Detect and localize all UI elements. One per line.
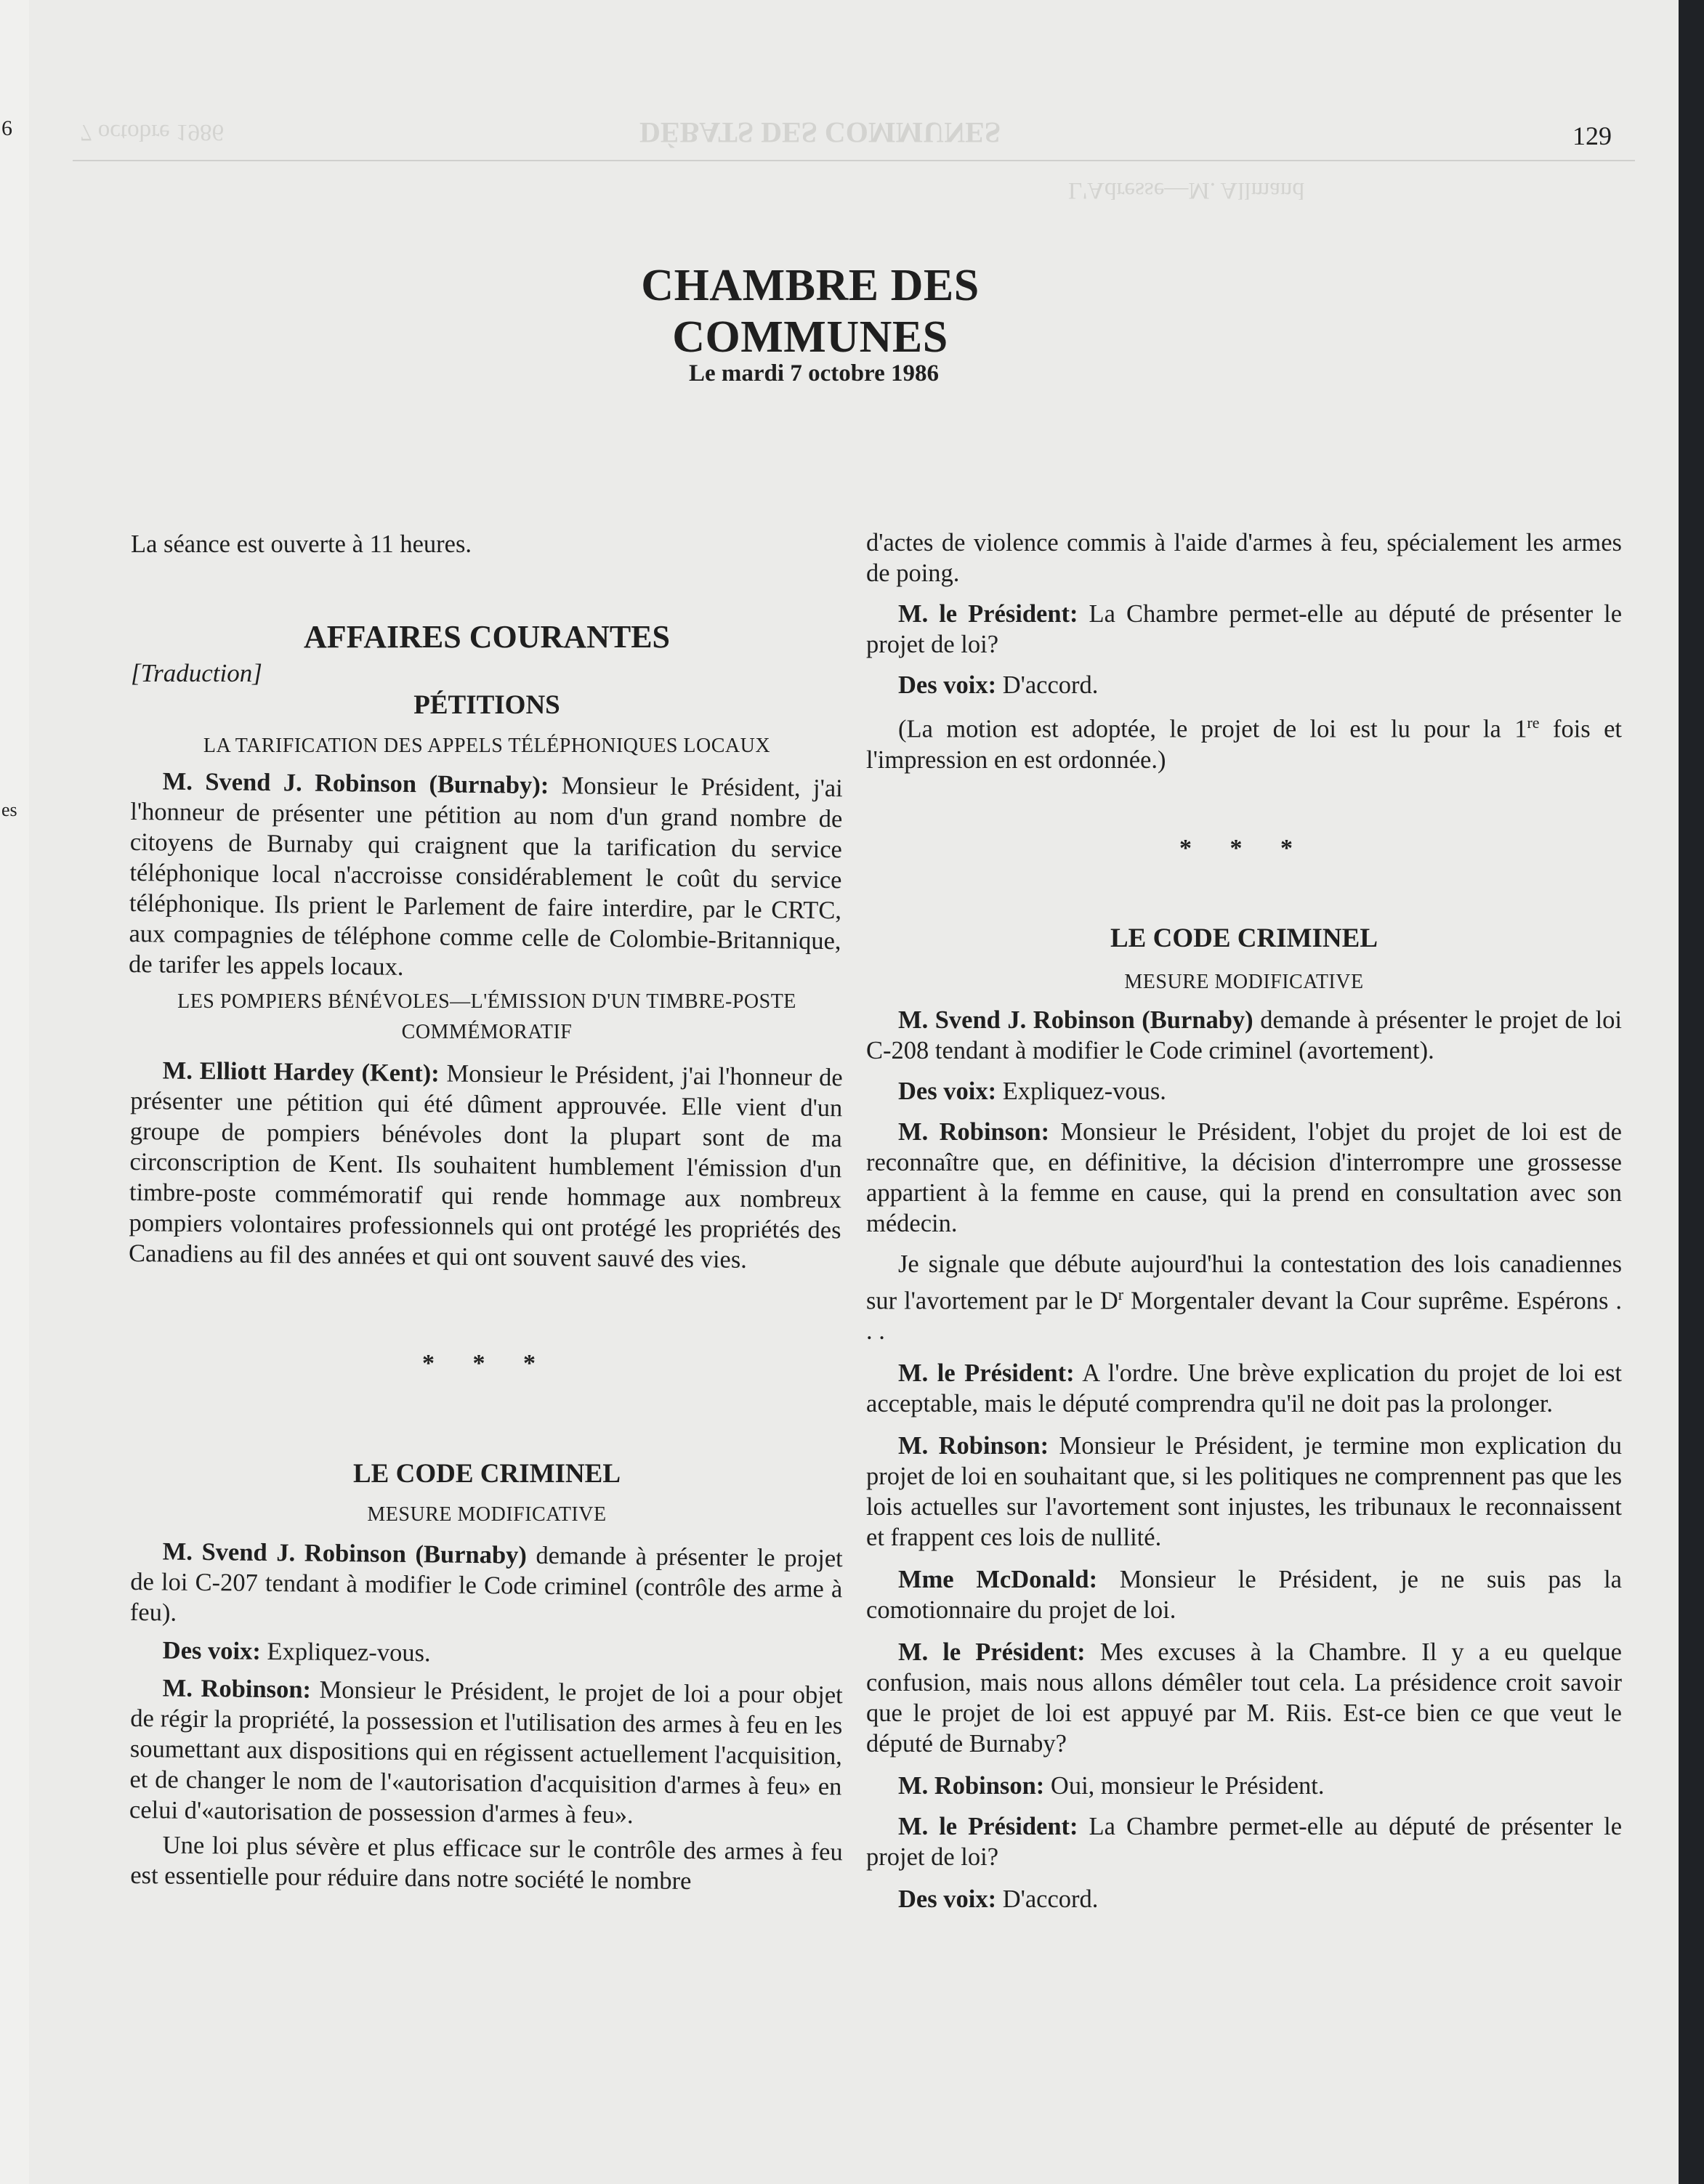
session-date: Le mardi 7 octobre 1986 [689,360,940,387]
paragraph-petition-telephone [129,766,843,987]
paragraph-mcdonald [866,1564,1622,1625]
paragraph-text: (La motion est adoptée, le projet de loi est lu pour la 1 [898,715,1527,743]
speaker-name: M. le Président: [898,1813,1078,1840]
section-heading: AFFAIRES COURANTES [303,619,671,655]
mesure-heading: MESURE MODIFICATIVE [367,1503,607,1526]
speaker-name: M. Svend J. Robinson (Burnaby) [162,1537,528,1569]
speaker-name: Mme McDonald: [898,1566,1098,1593]
bleed-through-running-head: DÉBATS DES COMMUNES [639,116,1001,149]
paragraph-text: Monsieur le Président, l'objet du projet de loi est de reconnaître que, en définitive, la décision d'interrompre une grossesse appartient à la femme en cause, qui la prend en consultation avec son médecin. [866,1117,1622,1237]
paragraph-text: Expliquez-vous. [260,1637,431,1667]
section-separator: * * * [422,1350,552,1377]
paragraph-des-voix-accord-2 [866,1884,1622,1914]
page-number: 129 [1572,121,1612,150]
speaker-name: M. Robinson: [898,1117,1050,1146]
paragraph-text: Monsieur le Président, j'ai l'honneur de présenter une pétition au nom d'un grand nombre de citoyens de Burnaby qui craignent que la tarification du service téléphonique local n'accroisse considérablement le coût du service téléphonique. Ils prient le Parlement de faire interdire, par le CRTC, aux compagnies de téléphone comme celle de Colombie-Britannique, de tarifer les appels locaux. [128,772,843,981]
left-column [128,529,843,1896]
paragraph-morgentaler [866,1249,1622,1347]
superscript: r [1118,1285,1124,1303]
paragraph-text: A l'ordre. Une brève explication du projet de loi est acceptable, mais le député comprendra qu'il ne doit pas la prolonger. [866,1359,1622,1417]
paragraph-text: La Chambre permet-elle au député de présenter le projet de loi? [866,1813,1623,1871]
speaker-name: M. le Président: [898,1359,1075,1387]
speaker-name: M. Svend J. Robinson (Burnaby) [898,1006,1253,1034]
paragraph-robinson-termine [866,1431,1622,1553]
speaker-name: M. le Président: [898,600,1078,628]
paragraph-bill-c207 [130,1536,843,1635]
speaker-name: M. Svend J. Robinson (Burnaby): [162,767,549,800]
speaker-name: Des voix: [162,1636,262,1665]
paragraph-text: Monsieur le Président, je termine mon explication du projet de loi en souhaitant que, si les politiques ne comprennent pas que les lois actuelles sur l'avortement sont injustes, les tribunaux le reconnaissent et frappent ces lois de nullité. [866,1432,1622,1551]
margin-fragment: es [1,799,17,820]
paragraph-text: Expliquez-vous. [996,1077,1166,1105]
paragraph-president-permission [866,599,1622,660]
paragraph-president-permission-2 [866,1811,1622,1872]
paragraph-text: La Chambre permet-elle au député de présenter le projet de loi? [866,600,1623,658]
traduction-note: [Traduction] [131,659,262,687]
margin-page-number: 6 [1,116,12,140]
paragraph-text: D'accord. [996,1885,1099,1913]
paragraph-text: demande à présenter le projet de loi C-207 tendant à modifier le Code criminel (contrôle des arme à feu). [129,1541,843,1627]
mesure-heading: MESURE MODIFICATIVE [1124,970,1364,993]
opening-line: La séance est ouverte à 11 heures. [131,530,472,558]
speaker-name: M. Robinson: [898,1772,1045,1800]
paragraph-text: Oui, monsieur le Président. [1044,1772,1325,1800]
code-criminel-heading: LE CODE CRIMINEL [353,1459,621,1489]
paragraph-text: Monsieur le Président, j'ai l'honneur de présenter une pétition qui été dûment approuvée. Elle vient d'un groupe de pompiers bénévoles dont la plupart sont de ma circonscription de Kent. Ils souhaitent humblement l'émission d'un timbre-poste commémoratif qui rende hommage aux nombreux pompiers volontaires professionnels qui ont protégé les propriétés des Canadiens au fil des années et qui ont souvent sauvé des vies. [128,1059,843,1274]
paragraph-loi-severe: Une loi plus sévère et plus efficace sur le contrôle des armes à feu est essentielle pour réduire dans notre société le nombre [130,1831,843,1896]
speaker-name: M. Robinson: [898,1432,1049,1460]
paragraph-text: Monsieur le Président, je ne suis pas la comotionnaire du projet de loi. [866,1566,1622,1624]
paragraph-text: demande à présenter le projet de loi C-208 tendant à modifier le Code criminel (avortement). [866,1006,1622,1064]
paragraph-des-voix [131,1635,843,1673]
page-title: CHAMBRE DES COMMUNES [641,261,980,362]
petitions-heading: PÉTITIONS [413,690,560,720]
paragraph-des-voix [866,1076,1622,1107]
paragraph-continuation: d'actes de violence commis à l'aide d'armes à feu, spécialement les armes de poing. [866,529,1622,587]
speaker-name: M. Elliott Hardey (Kent): [162,1056,440,1088]
paragraph-petition-pompiers [129,1055,843,1276]
bleed-through-date: 7 octobre 1986 [80,119,224,145]
paragraph-president-ordre [866,1358,1622,1419]
speaker-name: Des voix: [898,1077,997,1105]
code-criminel-heading: LE CODE CRIMINEL [1110,923,1378,953]
paragraph-text: Morgentaler devant la Cour suprême. Espérons . . . [866,1287,1622,1345]
section-separator: * * * [1179,834,1309,862]
left-page-edge [0,0,31,2184]
right-column [866,527,1622,1914]
paragraph-text: Monsieur le Président, le projet de loi a pour objet de régir la propriété, la possession et l'utilisation des armes à feu en les soumettant aux dispositions qui en régissent actuellement l'acquisition, et de changer le nom de l'«autorisation d'acquisition d'armes à feu» en celui d'«autorisation de possession d'armes à feu». [129,1675,843,1829]
paragraph-des-voix-accord [866,670,1622,700]
document-page [29,0,1679,2184]
subheading-telephone: LA TARIFICATION DES APPELS TÉLÉPHONIQUES LOCAUX [203,735,771,757]
paragraph-robinson-oui [866,1771,1622,1801]
paragraph-bill-c208 [866,1005,1622,1066]
paragraph-robinson-objet [866,1117,1622,1239]
paragraph-robinson-c207 [129,1673,843,1832]
bleed-through-address-head: L'Adresse—M. Allmand [1068,177,1304,203]
speaker-name: M. Robinson: [162,1674,312,1704]
header-rule [73,160,1635,161]
speaker-name: Des voix: [898,671,997,699]
speaker-name: M. le Président: [898,1638,1086,1666]
paragraph-text: D'accord. [996,671,1099,699]
speaker-name: Des voix: [898,1885,997,1913]
paragraph-text: fois et l'impression en est ordonnée.) [866,715,1622,774]
paragraph-motion-adoptee [866,708,1622,775]
paragraph-text: Mes excuses à la Chambre. Il y a eu quelque confusion, mais nous allons démêler tout cela. La présidence croit savoir que le projet de loi est appuyé par M. Riis. Est-ce bien ce que veut le député de Burnaby? [866,1638,1622,1758]
paragraph-president-excuses [866,1637,1622,1759]
subheading-pompiers: LES POMPIERS BÉNÉVOLES—L'ÉMISSION D'UN TIMBRE-POSTE COMMÉMORATIF [177,990,796,1043]
paragraph-text: Je signale que débute aujourd'hui la contestation des lois canadiennes sur l'avortement par le D [866,1250,1622,1314]
superscript: re [1527,713,1540,732]
